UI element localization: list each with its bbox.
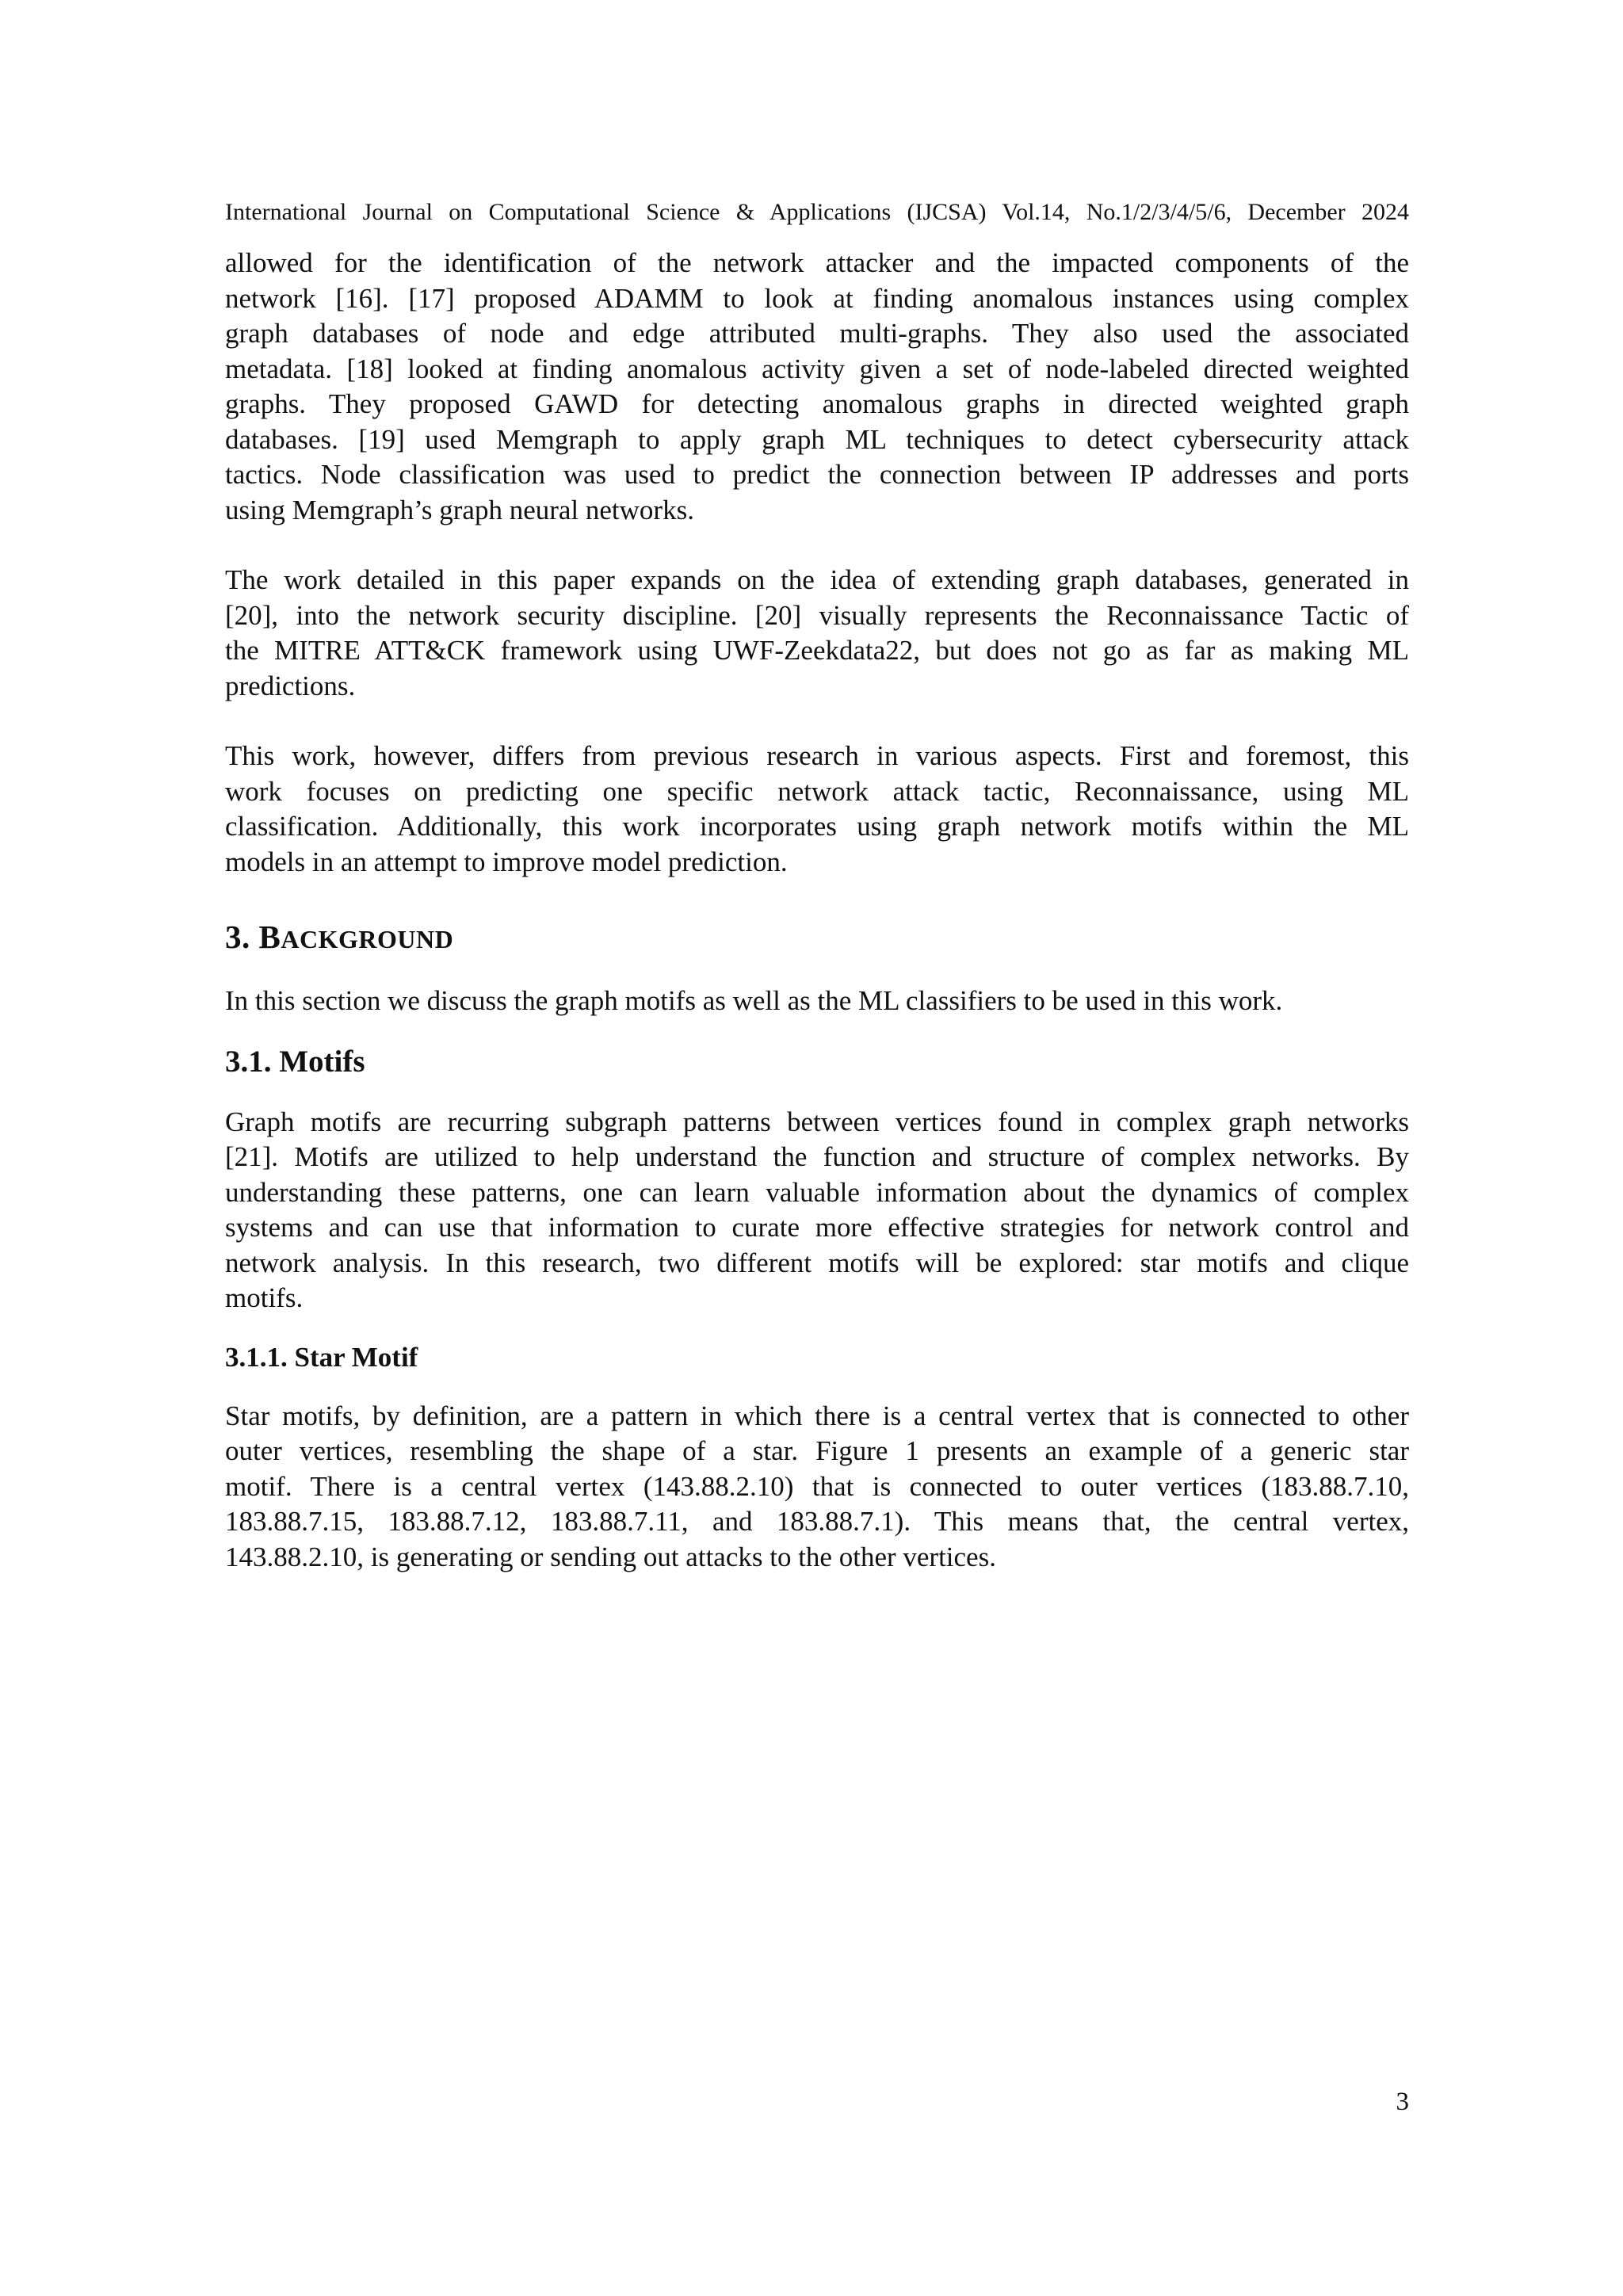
subsection-heading-motifs: 3.1. Motifs <box>225 1044 365 1079</box>
page-number: 3 <box>1396 2088 1409 2116</box>
running-header: International Journal on Computational Science & Applications (IJCSA) Vol.14, No.1/2/3/4/5/6, December 2024 <box>225 199 1409 225</box>
paragraph-graph-motifs <box>225 1105 1409 1316</box>
text-line: This work, however, differs from previous research in various aspects. First and foremost, this <box>225 740 1409 771</box>
text-line: motifs. <box>225 1282 304 1313</box>
page-body <box>225 246 1409 1575</box>
text-line: graph databases of node and edge attributed multi-graphs. They also used the associated <box>225 318 1409 349</box>
paragraph-work-detailed <box>225 563 1409 704</box>
section-heading-background <box>225 915 1409 961</box>
text-line: using Memgraph’s graph neural networks. <box>225 494 694 525</box>
text-line: outer vertices, resembling the shape of a star. Figure 1 presents an example of a generic star <box>225 1435 1409 1466</box>
text-line: understanding these patterns, one can learn valuable information about the dynamics of complex <box>225 1176 1409 1208</box>
text-line: the MITRE ATT&CK framework using UWF-Zeekdata22, but does not go as far as making ML <box>225 635 1409 666</box>
text-line: motif. There is a central vertex (143.88.2.10) that is connected to outer vertices (183.88.7.10, <box>225 1470 1409 1502</box>
text-line: network analysis. In this research, two different motifs will be explored: star motifs and clique <box>225 1247 1409 1278</box>
text-line: work focuses on predicting one specific network attack tactic, Reconnaissance, using ML <box>225 775 1409 807</box>
text-line: classification. Additionally, this work incorporates using graph network motifs within the ML <box>225 811 1409 842</box>
text-line: graphs. They proposed GAWD for detecting anomalous graphs in directed weighted graph <box>225 388 1409 419</box>
text-line: 183.88.7.15, 183.88.7.12, 183.88.7.11, and 183.88.7.1). This means that, the central vertex, <box>225 1506 1409 1537</box>
text-line: network [16]. [17] proposed ADAMM to look at finding anomalous instances using complex <box>225 282 1409 314</box>
text-line: Star motifs, by definition, are a pattern in which there is a central vertex that is connected to other <box>225 1400 1409 1431</box>
text-line: models in an attempt to improve model prediction. <box>225 846 788 877</box>
text-line: [21]. Motifs are utilized to help understand the function and structure of complex networks. By <box>225 1141 1409 1172</box>
section-title-rest: ACKGROUND <box>281 925 454 953</box>
text-line: tactics. Node classification was used to predict the connection between IP addresses and ports <box>225 459 1409 490</box>
paragraph-section-intro <box>225 984 1409 1019</box>
text-line: databases. [19] used Memgraph to apply graph ML techniques to detect cybersecurity attack <box>225 423 1409 455</box>
text-line: [20], into the network security discipline. [20] visually represents the Reconnaissance Tactic of <box>225 599 1409 631</box>
section-number: 3. <box>225 919 250 955</box>
section-title-initial: B <box>258 919 281 955</box>
paragraph-star-motif <box>225 1399 1409 1576</box>
text-line: predictions. <box>225 670 356 701</box>
text-line: allowed for the identification of the network attacker and the impacted components of the <box>225 247 1409 278</box>
paragraph-related-work-continued <box>225 246 1409 528</box>
text-line: 143.88.2.10, is generating or sending out attacks to the other vertices. <box>225 1541 996 1572</box>
text-line: Graph motifs are recurring subgraph patterns between vertices found in complex graph networks <box>225 1106 1409 1137</box>
text-line: metadata. [18] looked at finding anomalous activity given a set of node-labeled directed weighted <box>225 353 1409 384</box>
text-line: The work detailed in this paper expands on the idea of extending graph databases, generated in <box>225 564 1409 595</box>
text-line: systems and can use that information to curate more effective strategies for network control and <box>225 1212 1409 1243</box>
text-line: In this section we discuss the graph motifs as well as the ML classifiers to be used in this work. <box>225 985 1283 1016</box>
subsubsection-heading-star-motif: 3.1.1. Star Motif <box>225 1341 418 1373</box>
paragraph-differs <box>225 739 1409 880</box>
